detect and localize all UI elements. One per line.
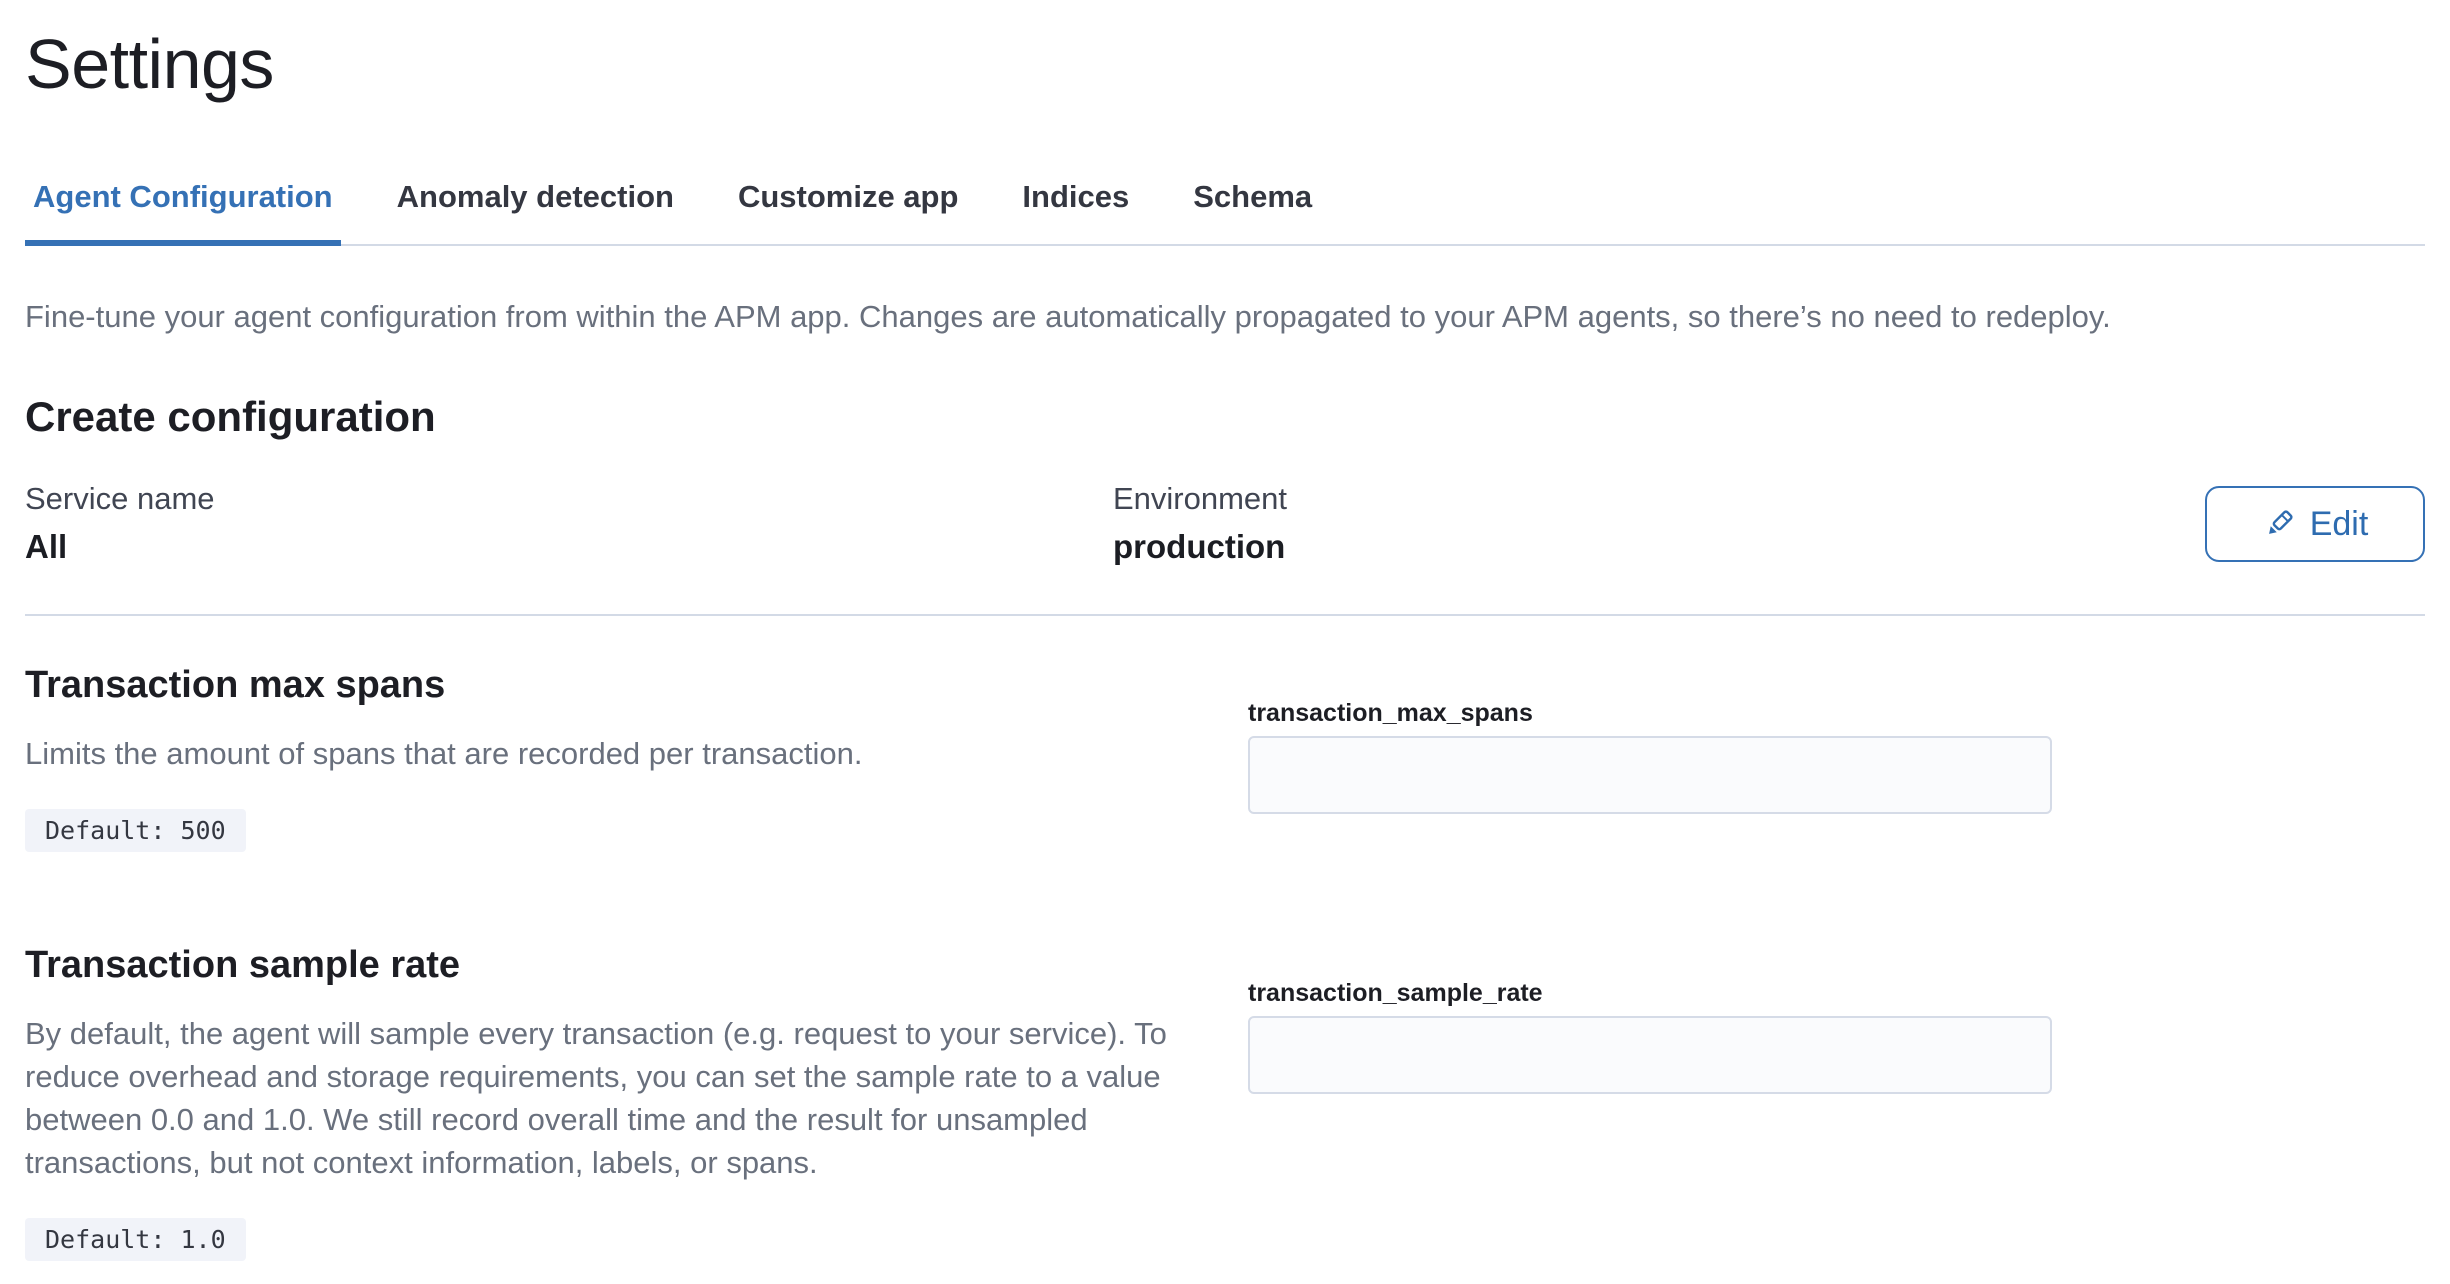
transaction-sample-rate-label: transaction_sample_rate [1248,979,1543,1007]
tab-bar [25,178,2425,246]
setting-description: Limits the amount of spans that are recorded per transaction. [25,736,863,771]
edit-button[interactable] [2205,486,2425,562]
pencil-icon [2262,507,2296,541]
tab-indices[interactable]: Indices [1022,179,1130,214]
tab-agent-configuration[interactable]: Agent Configuration [25,178,341,244]
intro-text: Fine-tune your agent configuration from within the APM app. Changes are automatically propagated to your APM agents, so there’s no need to redeploy. [25,299,2111,334]
default-value-badge: Default: 500 [25,809,246,852]
transaction-sample-rate-input[interactable] [1248,1016,2052,1094]
setting-title: Transaction max spans [25,664,446,706]
default-value-badge: Default: 1.0 [25,1218,246,1261]
environment-label: Environment [1113,481,1288,516]
setting-row-transaction-max-spans [25,616,2425,852]
create-configuration-heading: Create configuration [25,393,436,440]
setting-row-transaction-sample-rate [25,852,2425,1261]
configuration-summary-row [25,480,2425,568]
service-name-label: Service name [25,481,215,516]
setting-title: Transaction sample rate [25,944,461,986]
tab-customize-app[interactable]: Customize app [737,179,959,214]
service-name-value: All [25,528,68,565]
edit-button-label: Edit [2309,504,2369,543]
environment-column [1113,480,2201,568]
tab-anomaly-detection[interactable]: Anomaly detection [396,179,674,214]
setting-form [1248,942,2052,1261]
setting-info [25,662,1185,852]
service-name-column [25,480,1113,568]
page-title: Settings [25,25,274,103]
tab-schema[interactable]: Schema [1193,179,1313,214]
setting-form [1248,662,2052,852]
transaction-max-spans-label: transaction_max_spans [1248,699,1533,727]
setting-description: By default, the agent will sample every transaction (e.g. request to your service). To reduce overhead and storage requirements, you can set the sample rate to a value between 0.0 and 1.0. We still record overall time and the result for unsampled transactions, but not context information, labels, or spans. [25,1016,1167,1180]
transaction-max-spans-input[interactable] [1248,736,2052,814]
environment-value: production [1113,528,1286,565]
setting-info [25,942,1185,1261]
